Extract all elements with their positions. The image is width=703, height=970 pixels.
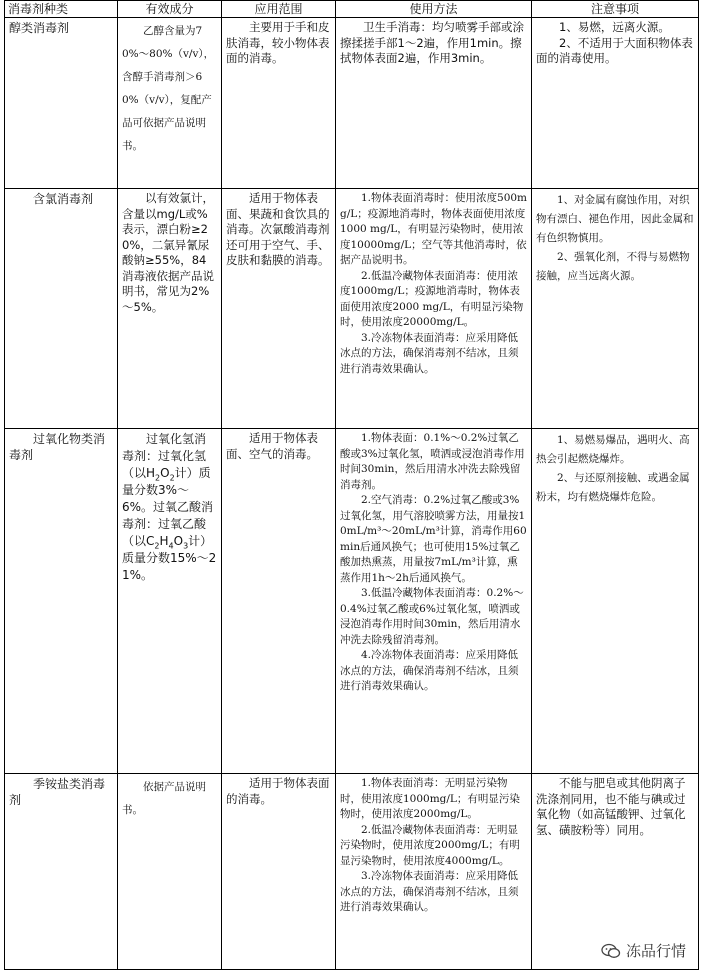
note-paragraph: 2、与还原剂接触、或遇金属粉末，均有燃烧爆炸危险。 bbox=[536, 472, 690, 503]
ingredient-text: O bbox=[173, 534, 184, 548]
usage-paragraph: 卫生手消毒：均匀喷雾手部或涂擦揉搓手部1～2遍，作用1min。擦拭物体表面2遍，作用3min。 bbox=[340, 20, 524, 65]
note-paragraph: 不能与肥皂或其他阴离子洗涤剂同用，也不能与碘或过氧化物（如高锰酸钾、过氧化氢、磺胺粉等）同用。 bbox=[536, 776, 686, 837]
table-row bbox=[5, 189, 699, 429]
watermark-text: 冻品行情 bbox=[625, 942, 686, 960]
usage-paragraph: 1.物体表面消毒：无明显污染物时，使用浓度1000mg/L；有明显污染物时，使用浓度2000mg/L。 bbox=[340, 777, 520, 820]
header-ingredient: 有效成分 bbox=[118, 1, 222, 18]
ingredient-text: 计）质量分数15%～21%。 bbox=[122, 534, 217, 582]
ingredient-text: O bbox=[160, 466, 170, 480]
subscript: 3 bbox=[183, 541, 189, 551]
usage-paragraph: 3.冷冻物体表面消毒：应采用降低冰点的方法，确保消毒剂不结冰，且须进行消毒效果确认。 bbox=[340, 331, 519, 375]
cell-type: 过氧化物类消毒剂 bbox=[5, 429, 118, 774]
cell-usage bbox=[336, 189, 532, 429]
cell-usage bbox=[336, 774, 532, 970]
note-paragraph: 2、不适用于大面积物体表面的消毒使用。 bbox=[536, 35, 693, 65]
usage-paragraph: 2.低温冷藏物体表面消毒：无明显污染物时，使用浓度2000mg/L；有明显污染物时，使用浓度4000mg/L。 bbox=[340, 823, 520, 867]
cell-ingredient: 乙醇含量为70%～80%（v/v），含醇手消毒剂＞60%（v/v），复配产品可依据产品说明书。 bbox=[118, 18, 222, 189]
table-header-row bbox=[5, 1, 699, 18]
cell-usage bbox=[336, 429, 532, 774]
cell-scope: 主要用于手和皮肤消毒，较小物体表面的消毒。 bbox=[222, 18, 336, 189]
cell-type: 含氯消毒剂 bbox=[5, 189, 118, 429]
table-row bbox=[5, 774, 699, 970]
note-paragraph: 1、易燃，远离火源。 bbox=[559, 20, 670, 34]
cell-notes bbox=[532, 429, 699, 774]
subscript: 2 bbox=[169, 473, 175, 483]
cell-type: 季铵盐类消毒剂 bbox=[5, 774, 118, 970]
header-scope: 应用范围 bbox=[222, 1, 336, 18]
header-usage: 使用方法 bbox=[336, 1, 532, 18]
cell-ingredient bbox=[118, 429, 222, 774]
note-paragraph: 2、强氧化剂，不得与易燃物接触，应当远离火源。 bbox=[536, 251, 690, 282]
cell-notes bbox=[532, 189, 699, 429]
note-paragraph: 1、易燃易爆品，遇明火、高热会引起燃烧爆炸。 bbox=[536, 434, 690, 465]
usage-paragraph: 2.空气消毒：0.2%过氧乙酸或3%过氧化氢，用气溶胶喷雾方法，用量按10mL/m³～20mL/m³计算，消毒作用60min后通风换气；也可使用15%过氧乙酸加热熏蒸，用量按7mL/m³计算，熏蒸作用1h～2h后通风换气。 bbox=[340, 494, 527, 584]
table-row bbox=[5, 429, 699, 774]
usage-paragraph: 2.低温冷藏物体表面消毒：使用浓度1000mg/L；疫源地消毒时，物体表面使用浓度2000 mg/L，有明显污染物时，使用浓度20000mg/L。 bbox=[340, 269, 524, 328]
cell-usage bbox=[336, 18, 532, 189]
header-type: 消毒剂种类 bbox=[5, 1, 118, 18]
note-paragraph: 1、对金属有腐蚀作用，对织物有漂白、褪色作用，因此金属和有色织物慎用。 bbox=[536, 194, 694, 244]
table-row bbox=[5, 18, 699, 189]
cell-ingredient: 依据产品说明书。 bbox=[118, 774, 222, 970]
usage-paragraph: 4.冷冻物体表面消毒：应采用降低冰点的方法，确保消毒剂不结冰，且须进行消毒效果确认。 bbox=[340, 649, 519, 692]
cell-scope: 适用于物体表面的消毒。 bbox=[222, 774, 336, 970]
ingredient-text: 计）质量分数3%～6%。过氧乙酸消毒剂：过氧乙酸（以C bbox=[122, 466, 214, 548]
cell-ingredient: 以有效氯计，含量以mg/L或%表示，漂白粉≥20%，二氯异氰尿酸钠≥55%，84消毒液依据产品说明书，常见为2%～5%。 bbox=[118, 189, 222, 429]
subscript: 2 bbox=[154, 541, 160, 551]
cell-notes bbox=[532, 18, 699, 189]
subscript: 2 bbox=[155, 473, 161, 483]
usage-paragraph: 1.物体表面消毒时：使用浓度500mg/L；疫源地消毒时，物体表面使用浓度1000 mg/L，有明显污染物时，使用浓度10000mg/L；空气等其他消毒时，依据产品说明书。 bbox=[340, 192, 528, 266]
cell-scope: 适用于物体表面、空气的消毒。 bbox=[222, 429, 336, 774]
disinfectant-table bbox=[4, 0, 699, 970]
subscript: 4 bbox=[168, 541, 174, 551]
cell-type: 醇类消毒剂 bbox=[5, 18, 118, 189]
usage-paragraph: 1.物体表面：0.1%～0.2%过氧乙酸或3%过氧化氢，喷洒或浸泡消毒作用时间30min，然后用清水冲洗去除残留消毒剂。 bbox=[340, 432, 525, 491]
watermark bbox=[598, 939, 689, 962]
header-notes: 注意事项 bbox=[532, 1, 699, 18]
wechat-icon bbox=[601, 943, 621, 959]
ingredient-text: 过氧化氢消毒剂：过氧化氢（以H bbox=[122, 432, 207, 480]
cell-scope: 适用于物体表面、果蔬和食饮具的消毒。次氯酸消毒剂还可用于空气、手、皮肤和黏膜的消毒。 bbox=[222, 189, 336, 429]
usage-paragraph: 3.低温冷藏物体表面消毒：0.2%～0.4%过氧乙酸或6%过氧化氢，喷洒或浸泡消毒作用时间30min，然后用清水冲洗去除残留消毒剂。 bbox=[340, 587, 524, 646]
usage-paragraph: 3.冷冻物体表面消毒：应采用降低冰点的方法，确保消毒剂不结冰，且须进行消毒效果确认。 bbox=[340, 870, 519, 913]
ingredient-text: H bbox=[159, 534, 169, 548]
